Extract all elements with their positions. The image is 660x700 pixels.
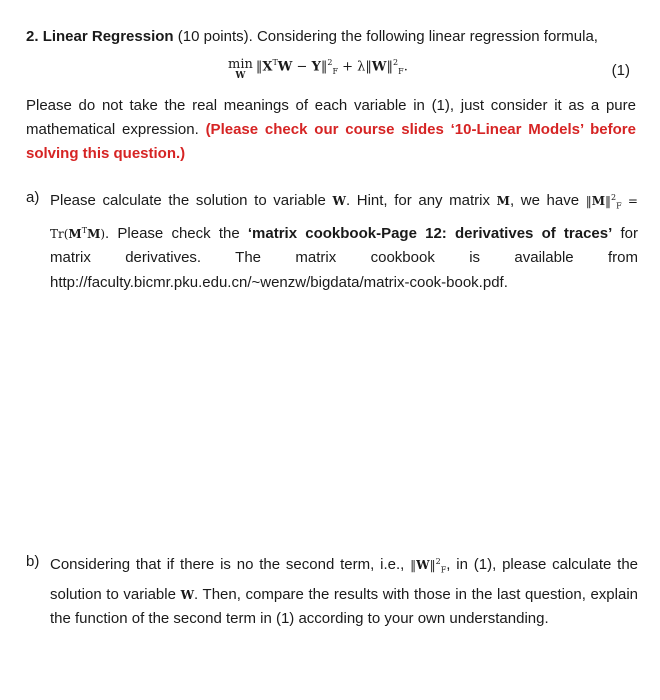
part-b-marker: b) [26,553,40,570]
question-lead: Considering the following linear regression formula, [256,28,598,45]
part-a-var-m [497,194,510,208]
var-y: Y [311,59,321,75]
var-w-a: W [332,194,346,208]
term-square: 2 [435,557,441,566]
norm-open: ‖ [255,59,263,75]
regression-formula [228,58,408,81]
cookbook-reference: ‘matrix cookbook-Page 12: derivatives of traces’ [247,224,613,242]
min-operator [228,58,253,81]
part-b-term [410,557,447,575]
hint-frobenius: F [616,201,622,211]
term-norm-close: ‖ [429,558,436,572]
min-subscript: W [235,71,246,81]
var-w-b: W [180,587,195,602]
term-norm-open: ‖ [410,558,417,572]
part-a-text [50,186,638,295]
square-sup-reg: 2 [393,58,399,67]
part-a-text-4: . Please check the [105,224,248,242]
equation-number: (1) [611,62,630,79]
hint-close: ) [100,226,106,241]
part-a-var-w [332,194,345,208]
part-a-text-3: , we have [509,192,586,209]
var-w: W [277,59,293,75]
part-b-text-3: . Then, compare the results with those in the last question, explain the function of the second term in (1) according to your own understanding. [50,585,638,628]
part-a-marker: a) [26,189,40,206]
question-title-line [26,28,598,45]
question-points: (10 points). [177,28,253,45]
part-a [26,186,638,295]
intro-red-note: (Please check our course slides ‘10-Linear Models’ before solving this question.) [26,121,636,162]
formula-period: . [403,59,408,75]
hint-trace: = Tr( [50,194,638,241]
term-var-w: W [416,558,430,572]
intro-paragraph [26,94,636,166]
norm-close: ‖ [320,59,328,75]
part-a-text-5: for matrix derivatives. The matrix cookbook is available from http://faculty.bicmr.pku.edu.cn/~wenzw/bigdata/matrix-cook-book.pdf. [50,224,638,291]
part-b-var-w [181,588,194,602]
norm-close-reg: ‖ [386,59,394,75]
term-frobenius: F [440,565,447,575]
hint-norm-open: ‖ [585,194,592,208]
part-b [26,550,638,632]
var-m-a: M [496,194,510,208]
frobenius-sub: F [332,66,339,76]
hint-norm-close: ‖ [605,194,611,208]
formula-expression [256,58,408,76]
frobenius-sub-reg: F [398,66,404,76]
hint-transpose: T [81,225,88,235]
part-b-text-1: Considering that if there is no the second term, i.e., [50,556,411,573]
question-number: 2. [26,28,39,45]
square-sup: 2 [327,58,333,67]
part-b-text-2: , in (1), please calculate the solution to variable [50,556,639,603]
var-x: X [262,59,273,75]
part-b-text [50,550,638,632]
hint-var-m1: M [68,226,82,241]
min-word: min [228,57,253,72]
hint-var-m: M [591,194,605,208]
minus-sign: − [292,59,312,75]
part-a-text-2: . Hint, for any matrix [345,192,497,209]
hint-square: 2 [611,193,617,202]
hint-var-m2: M [87,226,101,241]
var-w-reg: W [371,59,387,75]
plus-lambda: + λ‖ [338,59,372,75]
part-a-text-1: Please calculate the solution to variable [50,192,333,209]
transpose-sup: T [272,58,278,67]
question-title: Linear Regression [42,28,174,45]
intro-text: Please do not take the real meanings of each variable in (1), just consider it as a pure mathematical expression. [26,97,636,138]
